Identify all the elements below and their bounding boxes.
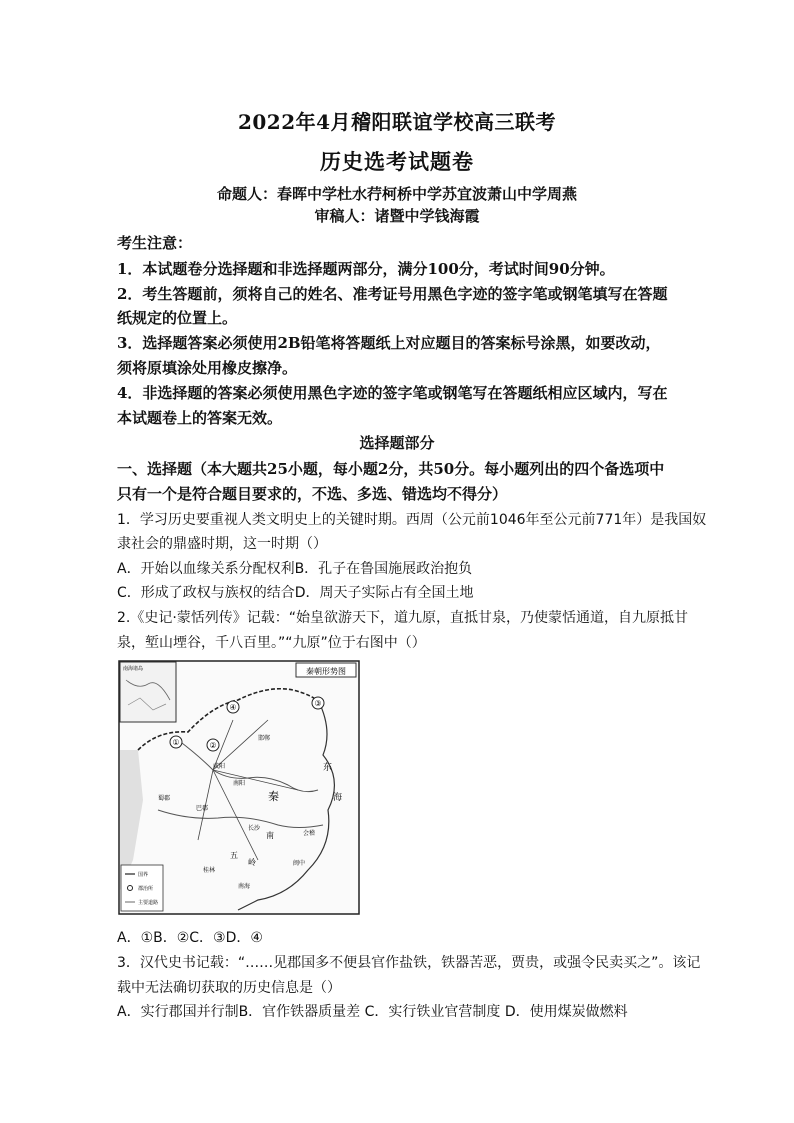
map-label-dong: 东 — [323, 763, 333, 773]
map-label-minzhong: 闽中 — [293, 860, 306, 867]
map-label-qin: 秦 — [268, 790, 279, 803]
section-intro-1: 一、选择题（本大题共25小题，每小题2分，共50分。每小题列出的四个备选项中 — [117, 460, 665, 478]
legend-commandery: 郡治所 — [138, 886, 154, 892]
authors-line: 命题人：春晖中学杜水荇柯桥中学苏宜波萧山中学周燕 — [216, 185, 577, 203]
section-intro-2: 只有一个是符合题目要求的，不选、多选、错选均不得分） — [117, 485, 508, 503]
q3-options: A．实行郡国并行制B．官作铁器质量差 C．实行铁业官营制度 D．使用煤炭做燃料 — [117, 1004, 628, 1020]
notice-item-3: 3．选择题答案必须使用2B铅笔将答题纸上对应题目的答案标号涂黑，如要改动， — [117, 334, 661, 352]
map-marker-2: ② — [209, 741, 217, 750]
notice-item-1: 1．本试题卷分选择题和非选择题两部分，满分100分，考试时间90分钟。 — [117, 260, 615, 278]
section-title: 选择题部分 — [359, 434, 435, 452]
reviewer-line: 审稿人：诸暨中学钱海霞 — [314, 207, 480, 225]
legend-road: 主要道路 — [138, 900, 159, 906]
map-label-nanhai: 南海 — [238, 883, 251, 890]
q1-options-ab: A．开始以血缘关系分配权利B．孔子在鲁国施展政治抱负 — [117, 561, 473, 577]
q1-stem-2: 隶社会的鼎盛时期，这一时期（） — [117, 536, 327, 552]
exam-subtitle: 历史选考试题卷 — [320, 149, 474, 174]
q3-stem-1: 3．汉代史书记载：“……见郡国多不便县官作盐铁，铁器苦恶，贾贵，或强令民卖买之”。该记 — [117, 955, 701, 971]
notice-heading: 考生注意： — [117, 234, 193, 252]
map-label-shujun: 蜀郡 — [158, 795, 171, 802]
map-title: 秦朝形势图 — [306, 667, 346, 676]
map-label-xianyang: 咸阳 — [213, 763, 226, 770]
q1-stem-1: 1．学习历史要重视人类文明史上的关键时期。西周（公元前1046年至公元前771年）是我国奴 — [117, 512, 707, 528]
map-label-wu: 五 — [230, 851, 238, 860]
q3-stem-2: 载中无法确切获取的历史信息是（） — [117, 980, 341, 996]
map-marker-4: ④ — [229, 703, 237, 712]
notice-item-4-cont: 本试题卷上的答案无效。 — [117, 409, 283, 427]
notice-item-2: 2．考生答题前，须将自己的姓名、准考证号用黑色字迹的签字笔或钢笔填写在答题 — [117, 285, 668, 303]
qin-dynasty-map — [118, 660, 360, 915]
map-label-nan: 南 — [266, 831, 274, 840]
legend-border: 国界 — [138, 872, 149, 878]
q1-options-cd: C．形成了政权与族权的结合D．周天子实际占有全国土地 — [117, 585, 474, 601]
notice-item-3-cont: 须将原填涂处用橡皮擦净。 — [117, 359, 298, 377]
q2-options: A．①B．②C．③D．④ — [117, 930, 263, 946]
map-label-changsha: 长沙 — [248, 825, 261, 832]
exam-title: 2022年4月稽阳联谊学校高三联考 — [237, 110, 557, 134]
map-label-hai: 海 — [333, 793, 343, 803]
map-label-bajun: 巴郡 — [196, 805, 209, 812]
map-label-kuaiji: 会稽 — [303, 830, 316, 837]
notice-item-4: 4．非选择题的答案必须使用黑色字迹的签字笔或钢笔写在答题纸相应区域内，写在 — [117, 384, 668, 402]
map-label-guilin: 桂林 — [203, 867, 216, 874]
q2-stem-1: 2.《史记·蒙恬列传》记载：“始皇欲游天下，道九原，直抵甘泉，乃使蒙恬通道，自九原抵甘 — [117, 610, 689, 626]
map-marker-1: ① — [172, 738, 180, 747]
q2-stem-2: 泉，堑山堙谷，千八百里。”“九原”位于右图中（） — [117, 635, 426, 651]
notice-item-2-cont: 纸规定的位置上。 — [117, 309, 238, 327]
map-label-handan: 邯郸 — [258, 735, 271, 742]
map-label-ling: 岭 — [248, 858, 256, 867]
map-label-nanyang: 南阳 — [233, 780, 246, 787]
map-marker-3: ③ — [314, 699, 322, 708]
map-inset-label: 南海诸岛 — [123, 666, 144, 672]
